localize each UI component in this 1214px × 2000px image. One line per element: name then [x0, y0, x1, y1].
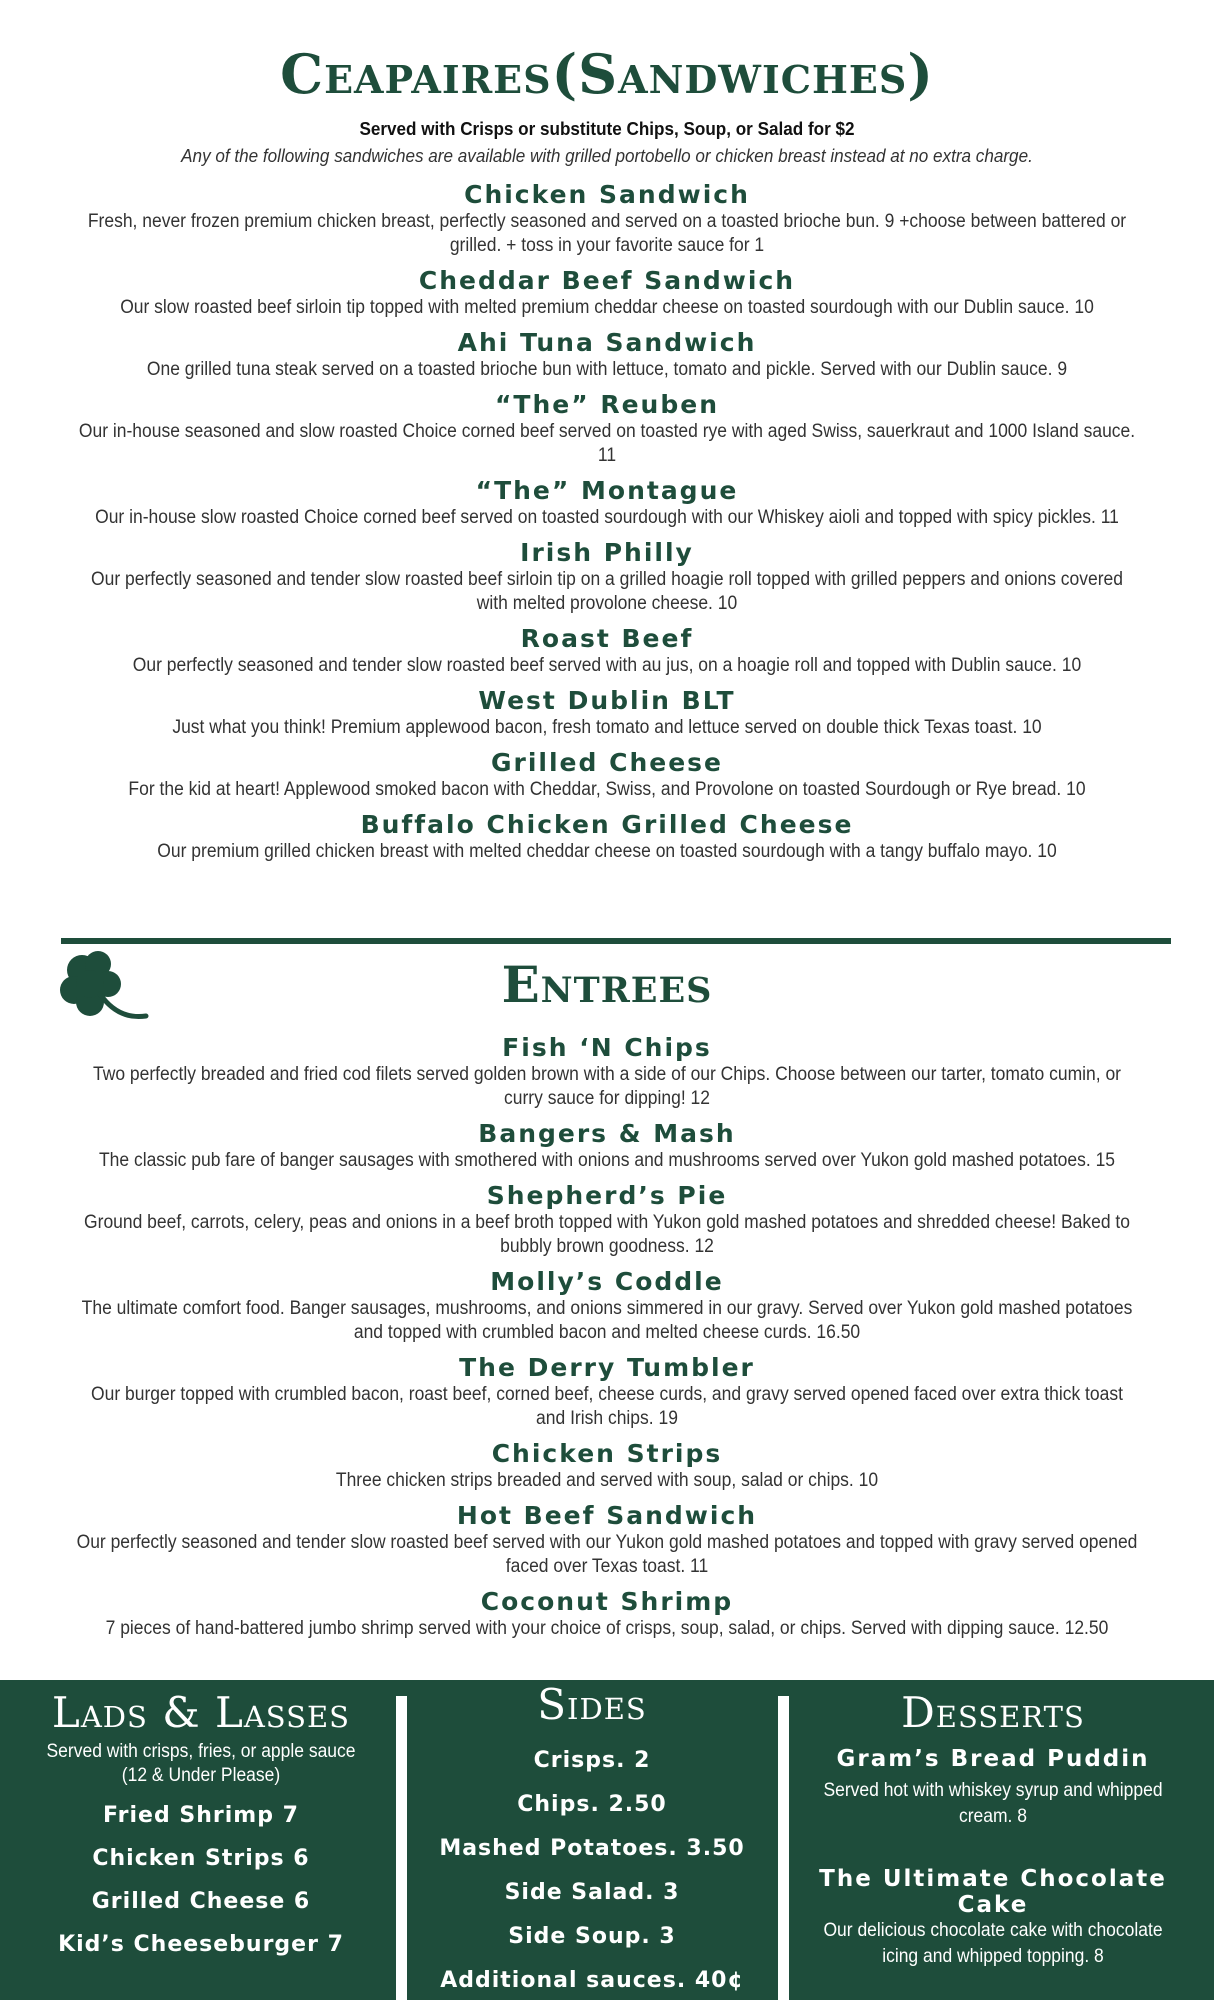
item-name: Bangers & Mash [478, 1119, 736, 1148]
side-item: Mashed Potatoes. 3.50 [439, 1836, 745, 1861]
item-description: Our burger topped with crumbled bacon, roast beef, corned beef, cheese curds, and gravy served opened faced over extra thick toast and Irish chips. 19 [91, 1384, 1123, 1429]
menu-item [0, 810, 1214, 864]
item-name: Cheddar Beef Sandwich [418, 266, 796, 295]
item-name: Hot Beef Sandwich [456, 1501, 758, 1530]
item-name: Chicken Sandwich [464, 180, 750, 209]
menu-item [0, 328, 1214, 382]
menu-item [0, 1119, 1214, 1173]
kids-item: Grilled Cheese 6 [91, 1889, 311, 1914]
sandwiches-note: Any of the following sandwiches are available with grilled portobello or chicken breast instead at no extra charge. [181, 146, 1033, 166]
item-description: Our in-house seasoned and slow roasted Choice corned beef served on toasted rye with aged Swiss, sauerkraut and 1000 Island sauce. 11 [78, 421, 1136, 466]
item-description: The classic pub fare of banger sausages with smothered with onions and mushrooms served over Yukon gold mashed potatoes. 15 [98, 1150, 1116, 1171]
desserts-menu [790, 1680, 1196, 2000]
item-description: Just what you think! Premium applewood bacon, fresh tomato and lettuce served on double thick Texas toast. 10 [172, 717, 1042, 738]
side-item: Chips. 2.50 [517, 1792, 667, 1817]
side-item: Crisps. 2 [533, 1748, 651, 1773]
dessert-description: Served hot with whiskey syrup and whipped cream. 8 [823, 1780, 1163, 1827]
kids-item: Fried Shrimp 7 [103, 1803, 299, 1828]
item-name: Chicken Strips [491, 1439, 723, 1468]
item-description: Our perfectly seasoned and tender slow roasted beef sirloin tip on a grilled hoagie roll topped with grilled peppers and onions covered with melted provolone cheese. 10 [91, 569, 1123, 614]
item-name: Coconut Shrimp [480, 1587, 734, 1616]
kids-item: Kid’s Cheeseburger 7 [58, 1932, 344, 1957]
item-description: The ultimate comfort food. Banger sausages, mushrooms, and onions simmered in our gravy. Served over Yukon gold mashed potatoes and topped with crumbled bacon and melted cheese curds. 16.50 [81, 1298, 1133, 1343]
sandwiches-subtitle: Served with Crisps or substitute Chips, Soup, or Salad for $2 [359, 119, 855, 139]
column-divider [396, 1696, 407, 2000]
menu-item [0, 538, 1214, 616]
kids-menu [18, 1680, 384, 2000]
item-name: Buffalo Chicken Grilled Cheese [360, 810, 854, 839]
column-divider [778, 1696, 789, 2000]
item-name: Ahi Tuna Sandwich [457, 328, 757, 357]
item-description: 7 pieces of hand-battered jumbo shrimp served with your choice of crisps, soup, salad, or chips. Served with dipping sauce. 12.50 [105, 1618, 1109, 1639]
side-item: Additional sauces. 40¢ [440, 1968, 744, 1993]
bottom-band [0, 1680, 1214, 2000]
menu-item [0, 1439, 1214, 1493]
item-description: Our slow roasted beef sirloin tip topped with melted premium cheddar cheese on toasted sourdough with our Dublin sauce. 10 [120, 297, 1094, 318]
sides-menu [410, 1680, 774, 2000]
menu-item [0, 266, 1214, 320]
item-name: Fish ‘N Chips [502, 1033, 712, 1062]
sandwich-list [0, 180, 1214, 872]
item-description: Three chicken strips breaded and served with soup, salad or chips. 10 [335, 1470, 879, 1491]
menu-item [0, 476, 1214, 530]
kids-item: Chicken Strips 6 [92, 1846, 310, 1871]
menu-item [0, 686, 1214, 740]
menu-item [0, 180, 1214, 258]
menu-item [0, 1267, 1214, 1345]
item-description: For the kid at heart! Applewood smoked bacon with Cheddar, Swiss, and Provolone on toasted Sourdough or Rye bread. 10 [128, 779, 1086, 800]
item-name: Roast Beef [520, 624, 694, 653]
sides-title: Sides [537, 1680, 647, 1729]
menu-item [0, 1587, 1214, 1641]
item-description: One grilled tuna steak served on a toasted brioche bun with lettuce, tomato and pickle. Served with our Dublin sauce. 9 [146, 359, 1068, 380]
item-description: Two perfectly breaded and fried cod filets served golden brown with a side of our Chips. Choose between our tarter, tomato cumin, or curry sauce for dipping! 12 [92, 1064, 1121, 1109]
dessert-name: Gram’s Bread Puddin [836, 1746, 1150, 1772]
item-description: Our perfectly seasoned and tender slow roasted beef served with au jus, on a hoagie roll and topped with Dublin sauce. 10 [132, 655, 1082, 676]
menu-item [0, 1353, 1214, 1431]
entree-list [0, 1033, 1214, 1649]
menu-item [0, 1181, 1214, 1259]
side-item: Side Soup. 3 [508, 1924, 676, 1949]
section-divider [61, 938, 1171, 944]
item-description: Our perfectly seasoned and tender slow roasted beef served with our Yukon gold mashed potatoes and topped with gravy served opened faced over Texas toast. 11 [76, 1532, 1138, 1577]
menu-item [0, 1501, 1214, 1579]
menu-item [0, 1033, 1214, 1111]
menu-item [0, 748, 1214, 802]
item-description: Our in-house slow roasted Choice corned beef served on toasted sourdough with our Whiskey aioli and topped with spicy pickles. 11 [95, 507, 1119, 528]
item-name: “The” Montague [475, 476, 739, 505]
dessert-name: The Ultimate Chocolate Cake [819, 1866, 1167, 1918]
item-name: Shepherd’s Pie [486, 1181, 728, 1210]
item-description: Fresh, never frozen premium chicken breast, perfectly seasoned and served on a toasted brioche bun. 9 +choose between battered or grilled. + toss in your favorite sauce for 1 [87, 211, 1127, 256]
item-name: Grilled Cheese [490, 748, 723, 777]
item-description: Ground beef, carrots, celery, peas and onions in a beef broth topped with Yukon gold mashed potatoes and shredded cheese! Baked to bubbly brown goodness. 12 [84, 1212, 1130, 1257]
item-name: West Dublin BLT [478, 686, 736, 715]
dessert-description: Our delicious chocolate cake with chocolate icing and whipped topping. 8 [823, 1920, 1163, 1967]
item-name: Irish Philly [520, 538, 694, 567]
item-name: The Derry Tumbler [459, 1353, 755, 1382]
kids-title: Lads & Lasses [51, 1688, 351, 1737]
menu-item [0, 624, 1214, 678]
entrees-title: Entrees [501, 955, 713, 1014]
item-description: Our premium grilled chicken breast with melted cheddar cheese on toasted sourdough with a tangy buffalo mayo. 10 [157, 841, 1057, 862]
kids-subtitle: Served with crisps, fries, or apple sauce (12 & Under Please) [46, 1741, 356, 1786]
sandwiches-title: Ceapaires(Sandwiches) [280, 42, 934, 106]
item-name: “The” Reuben [494, 390, 720, 419]
menu-item [0, 390, 1214, 468]
item-name: Molly’s Coddle [490, 1267, 724, 1296]
side-item: Side Salad. 3 [504, 1880, 680, 1905]
desserts-title: Desserts [901, 1688, 1085, 1737]
